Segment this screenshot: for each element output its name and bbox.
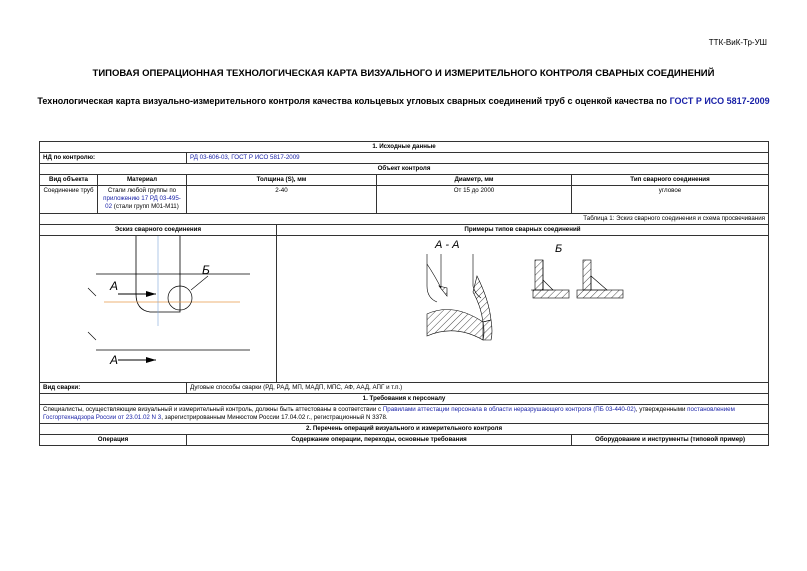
material-link[interactable]: приложению 17 РД 03-495-02 (103, 195, 181, 210)
col-operation-content: Содержание операции, переходы, основные требования (187, 435, 572, 446)
document-code: ТТК-ВиК-Тр-УШ (708, 38, 767, 47)
object-heading: Объект контроля (40, 164, 769, 175)
personnel-text-3: , зарегистрированным Минюстом России 17.04.02 г., регистрационный N 3378. (161, 414, 388, 421)
cell-thickness: 2-40 (187, 186, 377, 214)
material-text: Стали любой группы по (107, 187, 177, 194)
col-equipment: Оборудование и инструменты (типовой пример) (572, 435, 769, 446)
cell-diameter: От 15 до 2000 (377, 186, 572, 214)
table-caption: Таблица 1: Эскиз сварного соединения и схема просвечивания (40, 214, 769, 225)
resolution-link[interactable]: постановлением Госгортехнадзора России от 23.01.02 N 3 (43, 406, 735, 421)
examples-heading: Примеры типов сварных соединений (277, 225, 769, 236)
col-material: Материал (98, 175, 187, 186)
section2-heading: 1. Требования к персоналу (40, 394, 769, 405)
weld-type-label: Вид сварки: (40, 383, 187, 394)
detail-label-b: Б (202, 263, 210, 277)
section3-heading: 2. Перечень операций визуального и измерительного контроля (40, 424, 769, 435)
rules-link[interactable]: Правилами аттестации персонала в области неразрушающего контроля (ПБ 03-440-02) (382, 406, 636, 413)
col-object-type: Вид объекта (40, 175, 98, 186)
cell-material (98, 186, 187, 214)
subtitle-text: Технологическая карта визуально-измерительного контроля качества кольцевых угловых сварных соединений труб с оценкой качества по (37, 96, 670, 106)
section1-heading: 1. Исходные данные (40, 142, 769, 153)
standard-link[interactable]: ГОСТ Р ИСО 5817-2009 (669, 96, 770, 106)
example-label-aa: А - А (435, 239, 460, 251)
section-label-a-top: А (110, 279, 119, 293)
examples-drawing (277, 236, 767, 382)
col-diameter: Диаметр, мм (377, 175, 572, 186)
page-title: ТИПОВАЯ ОПЕРАЦИОННАЯ ТЕХНОЛОГИЧЕСКАЯ КАРТА ВИЗУАЛЬНОГО И ИЗМЕРИТЕЛЬНОГО КОНТРОЛЯ СВАРНЫХ СОЕДИНЕНИЙ (92, 68, 715, 79)
personnel-text-1: Специалисты, осуществляющие визуальный и измерительный контроль, должны быть аттестованы в соответствии с (43, 406, 383, 413)
sketch-heading: Эскиз сварного соединения (40, 225, 277, 236)
nd-label: НД по контролю: (40, 153, 187, 164)
examples-cell (277, 236, 769, 383)
tech-card-table (39, 141, 769, 446)
cell-joint-type: угловое (572, 186, 769, 214)
example-label-b: Б (555, 243, 563, 255)
cell-object: Соединение труб (40, 186, 98, 214)
col-thickness: Толщина (S), мм (187, 175, 377, 186)
weld-sketch-drawing (40, 236, 277, 382)
weld-sketch-cell (40, 236, 277, 383)
page-subtitle (0, 96, 807, 106)
section-label-a-bottom: А (110, 353, 119, 367)
personnel-requirements (40, 405, 769, 424)
weld-type-value: Дуговые способы сварки (РД, РАД, МП, МАДП, МПС, АФ, ААД, АПГ и т.п.) (187, 383, 769, 394)
personnel-text-2: , утвержденными (635, 406, 688, 413)
col-operation: Операция (40, 435, 187, 446)
material-note: (стали групп М01-М11) (112, 203, 179, 210)
col-joint-type: Тип сварного соединения (572, 175, 769, 186)
nd-value-link[interactable]: РД 03-606-03, ГОСТ Р ИСО 5817-2009 (187, 153, 769, 164)
